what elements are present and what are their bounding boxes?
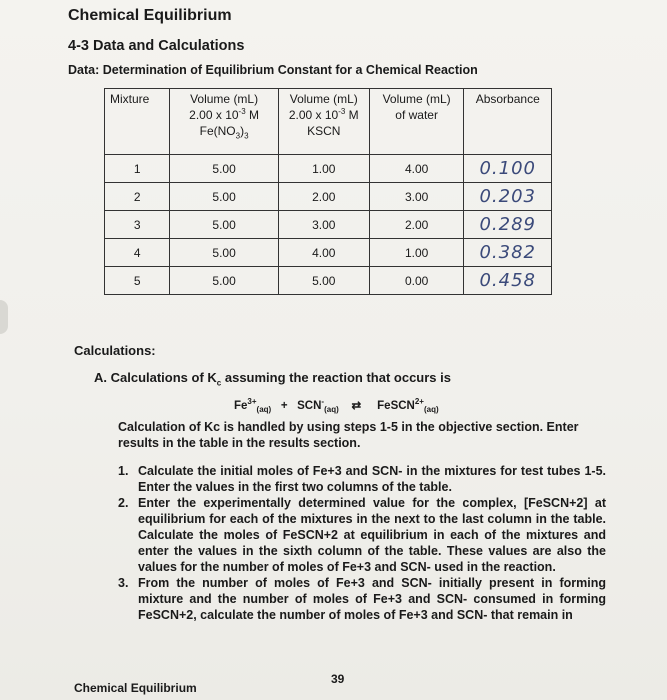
section-heading: 4-3 Data and Calculations <box>68 38 245 54</box>
cell-fe-volume: 5.00 <box>170 211 278 239</box>
cell-water-volume: 4.00 <box>369 155 464 183</box>
cell-water-volume: 0.00 <box>369 267 464 295</box>
steps-list <box>118 463 606 623</box>
col-water: Volume (mL) of water <box>369 89 464 155</box>
cell-kscn-volume: 4.00 <box>278 239 369 267</box>
cell-absorbance-handwritten: 0.100 <box>464 155 552 183</box>
cell-fe-volume: 5.00 <box>170 183 278 211</box>
calculations-heading: Calculations: <box>74 343 156 358</box>
instruction-paragraph: Calculation of Kc is handled by using steps 1-5 in the objective section. Enter results in the table in the results section. <box>118 420 579 450</box>
table-row <box>105 211 552 239</box>
part-a-heading: A. Calculations of $K_c$ assuming the reaction that occurs is <box>94 370 451 388</box>
table-row <box>105 183 552 211</box>
cell-fe-volume: 5.00 <box>170 267 278 295</box>
table-row <box>105 155 552 183</box>
page-edge-shadow <box>0 300 8 334</box>
cell-mixture: 4 <box>105 239 170 267</box>
col-mixture: Mixture <box>105 89 170 155</box>
cell-fe-volume: 5.00 <box>170 155 278 183</box>
cell-water-volume: 1.00 <box>369 239 464 267</box>
equilibrium-arrow: ⇄ <box>351 399 362 412</box>
footer-title: Chemical Equilibrium <box>74 681 197 695</box>
list-item: 1. Calculate the initial moles of Fe+3 and SCN- in the mixtures for test tubes 1-5. Enter the values in the first two columns of the table. <box>118 464 606 494</box>
cell-kscn-volume: 1.00 <box>278 155 369 183</box>
cell-kscn-volume: 2.00 <box>278 183 369 211</box>
cell-kscn-volume: 3.00 <box>278 211 369 239</box>
data-caption: Data: Determination of Equilibrium Constant for a Chemical Reaction <box>68 63 478 77</box>
cell-absorbance-handwritten: 0.458 <box>464 267 552 295</box>
list-item: 3. From the number of moles of Fe+3 and SCN- initially present in forming mixture and the number of moles of Fe+3 and SCN- consumed in forming FeSCN+2, calculate the number of moles of Fe+3 and SCN- that remain in <box>118 576 606 622</box>
cell-mixture: 5 <box>105 267 170 295</box>
cell-absorbance-handwritten: 0.382 <box>464 239 552 267</box>
page-number: 39 <box>331 672 345 686</box>
reaction-equation: $Fe^{3+}_{(aq)}$ + $SCN^-_{(aq)}$ ⇄ FeSCN$^{2+}_{(aq)}$ <box>234 397 439 415</box>
cell-absorbance-handwritten: 0.289 <box>464 211 552 239</box>
table-header-row <box>105 89 552 155</box>
table-row <box>105 267 552 295</box>
col-absorbance: Absorbance <box>464 89 552 155</box>
cell-mixture: 2 <box>105 183 170 211</box>
cell-water-volume: 3.00 <box>369 183 464 211</box>
cell-mixture: 1 <box>105 155 170 183</box>
data-table <box>104 88 552 295</box>
page-title: Chemical Equilibrium <box>68 7 232 24</box>
col-fe: Volume (mL) 2.00 x $10^{-3}$ M $Fe(NO_3)_3$ <box>170 89 278 155</box>
col-kscn: Volume (mL) 2.00 x $10^{-3}$ M KSCN <box>278 89 369 155</box>
list-item: 2. Enter the experimentally determined value for the complex, [FeSCN+2] at equilibrium for each of the mixtures in the next to the last column in the table. Calculate the moles of FeSCN+2 at equilibrium in each of the mixtures and enter the values in the sixth column of the table. These values are also the values for the number of moles of Fe+3 and SCN- used in the reaction. <box>118 496 606 574</box>
table-row <box>105 239 552 267</box>
cell-fe-volume: 5.00 <box>170 239 278 267</box>
cell-absorbance-handwritten: 0.203 <box>464 183 552 211</box>
cell-kscn-volume: 5.00 <box>278 267 369 295</box>
cell-water-volume: 2.00 <box>369 211 464 239</box>
cell-mixture: 3 <box>105 211 170 239</box>
